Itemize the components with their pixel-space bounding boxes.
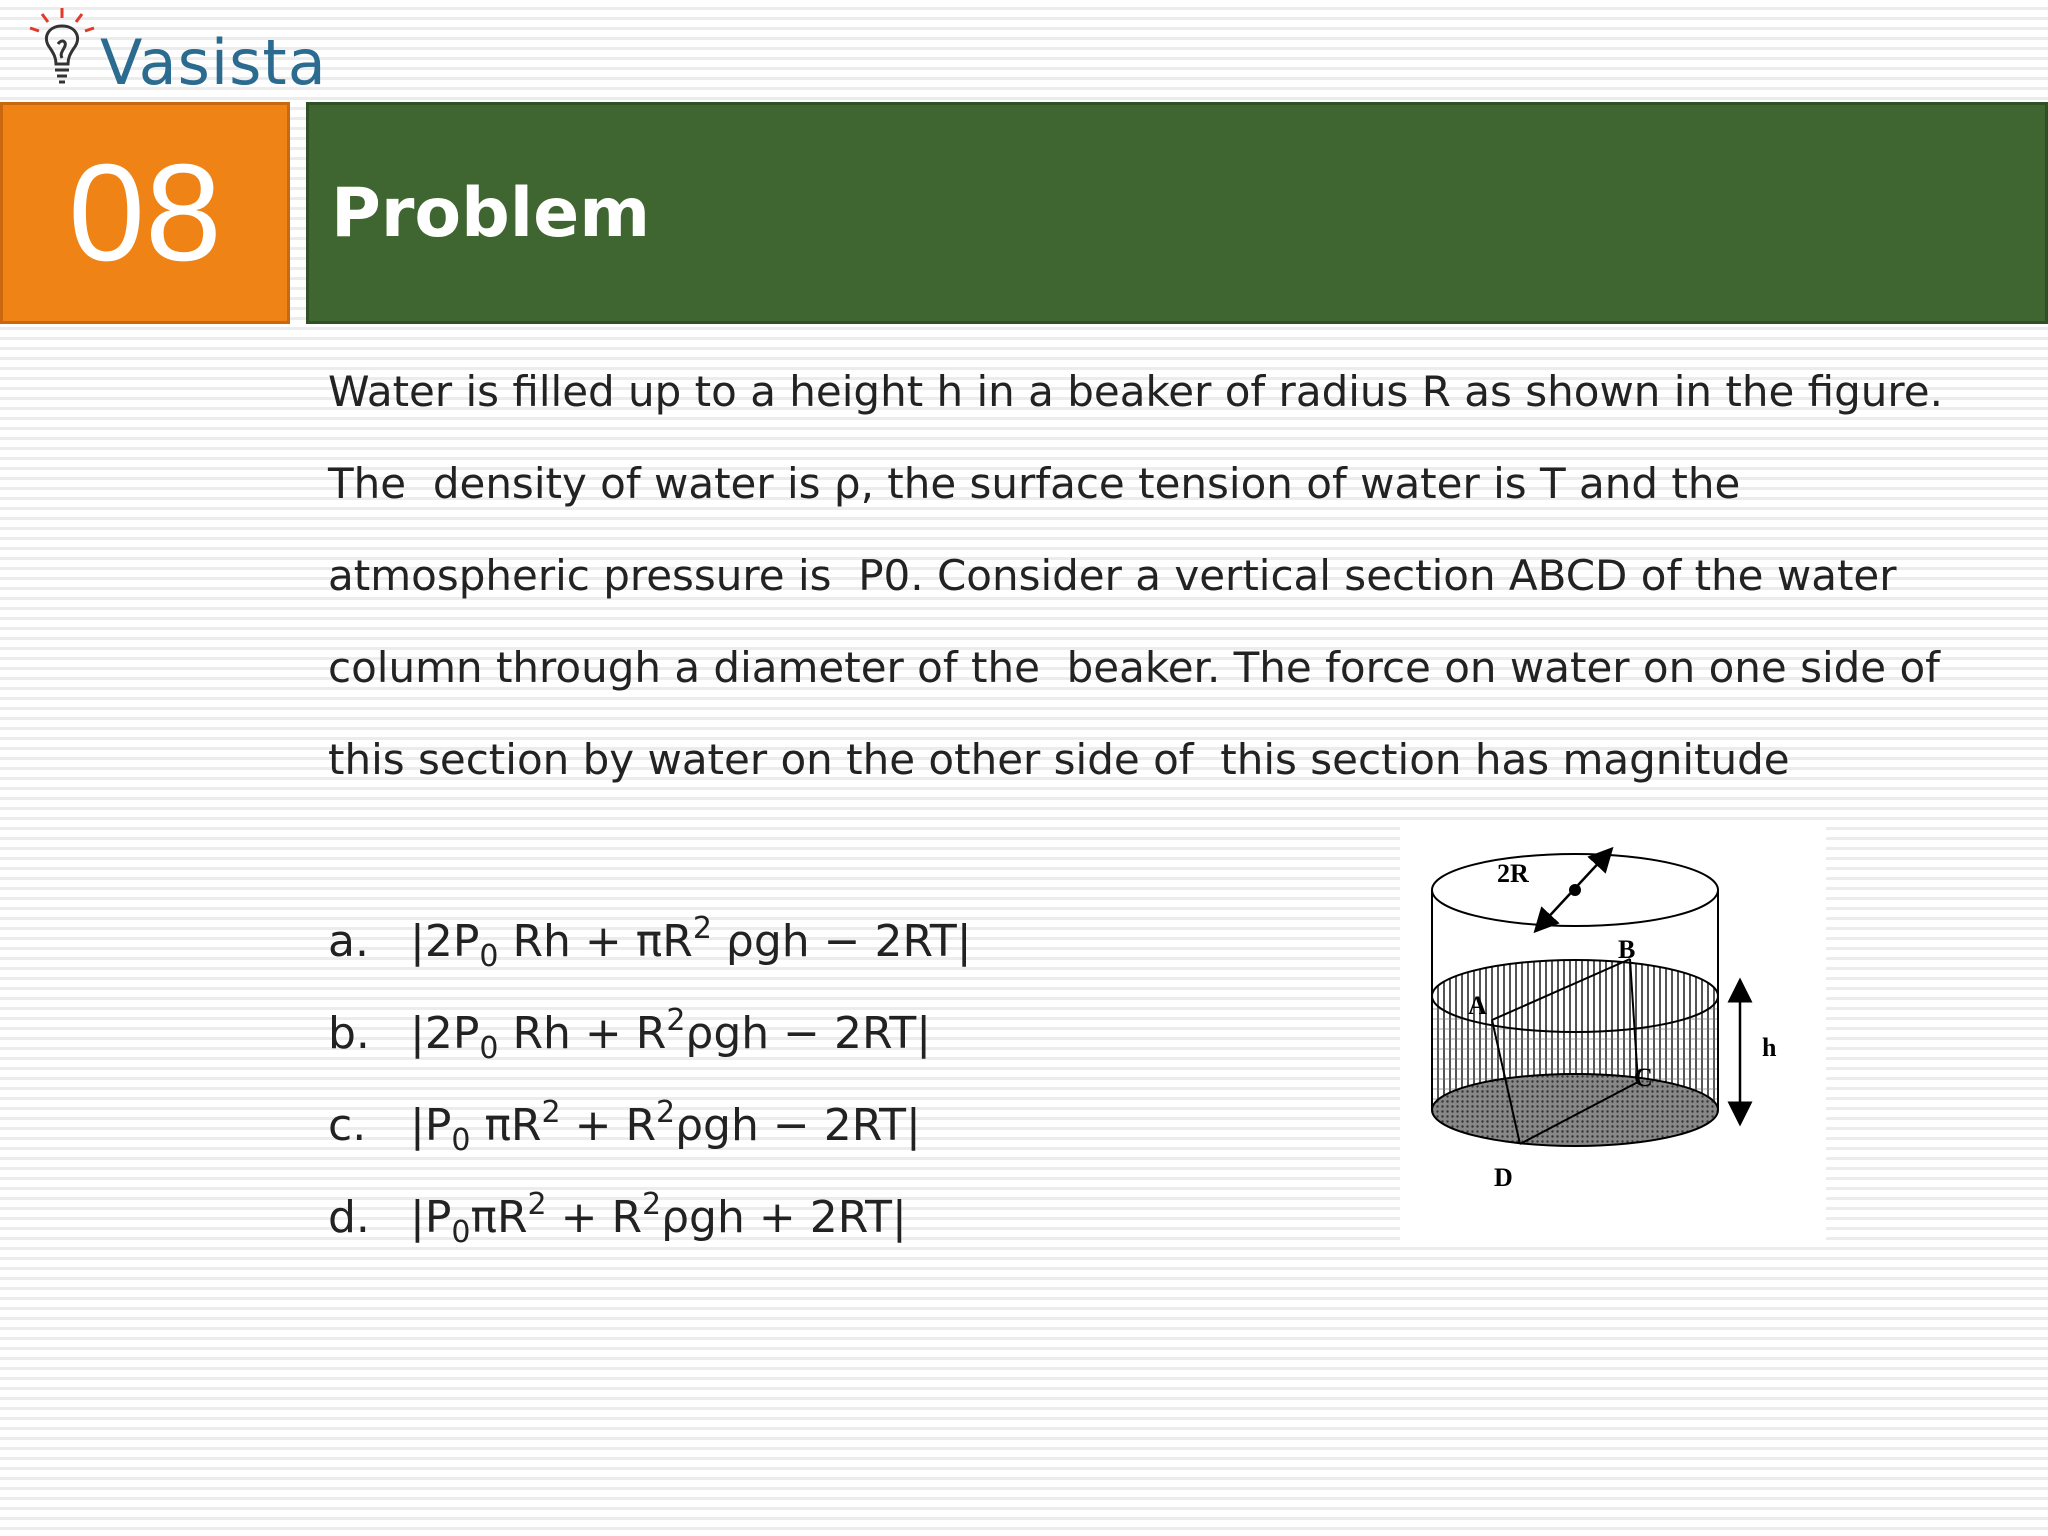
option-c[interactable]: [328, 1079, 972, 1171]
vasista-logo: [22, 4, 327, 99]
answer-options: [328, 895, 972, 1263]
label-a: A: [1468, 991, 1487, 1020]
option-b[interactable]: [328, 987, 972, 1079]
beaker-diagram: [1400, 824, 1826, 1244]
problem-statement: [328, 346, 1948, 806]
label-d: D: [1494, 1163, 1513, 1192]
problem-line: The density of water is ρ, the surface tension of water is T and the: [328, 459, 1741, 508]
option-expression: $|2P_0$ $Rh + R^2\rho gh - 2RT|$: [410, 1002, 932, 1066]
problem-number-box: [0, 102, 290, 324]
option-a[interactable]: [328, 895, 972, 987]
problem-line: column through a diameter of the beaker. The force on water on one side of: [328, 643, 1940, 692]
problem-line: this section by water on the other side of this section has magnitude: [328, 735, 1790, 784]
label-b: B: [1618, 935, 1636, 964]
beaker-bottom: [1432, 1074, 1718, 1146]
title-bar: [306, 102, 2048, 324]
label-h: h: [1762, 1033, 1777, 1062]
option-expression: $|P_0$ $\pi R^2 + R^2\rho gh - 2RT|$: [410, 1094, 921, 1158]
option-letter: a.: [328, 915, 369, 967]
lightbulb-icon: [22, 4, 102, 94]
option-d[interactable]: [328, 1171, 972, 1263]
option-expression: $|2P_0$ $Rh + \pi R^2$ ρgh − 2RT|: [410, 910, 972, 974]
label-c: C: [1634, 1063, 1653, 1092]
option-expression: $|P_0\pi R^2 + R^2\rho gh + 2RT|$: [410, 1186, 907, 1250]
problem-number: 08: [68, 135, 222, 290]
option-letter: d.: [328, 1191, 370, 1243]
problem-line: atmospheric pressure is P0. Consider a vertical section ABCD of the water: [328, 551, 1897, 600]
logo-text: Vasista: [100, 26, 327, 99]
option-letter: c.: [328, 1099, 367, 1151]
page-title: Problem: [331, 173, 651, 253]
problem-line: Water is filled up to a height h in a beaker of radius R as shown in the figure.: [328, 367, 1943, 416]
option-letter: b.: [328, 1007, 370, 1059]
label-2r: 2R: [1497, 859, 1529, 888]
beaker-figure: [1400, 824, 1826, 1244]
